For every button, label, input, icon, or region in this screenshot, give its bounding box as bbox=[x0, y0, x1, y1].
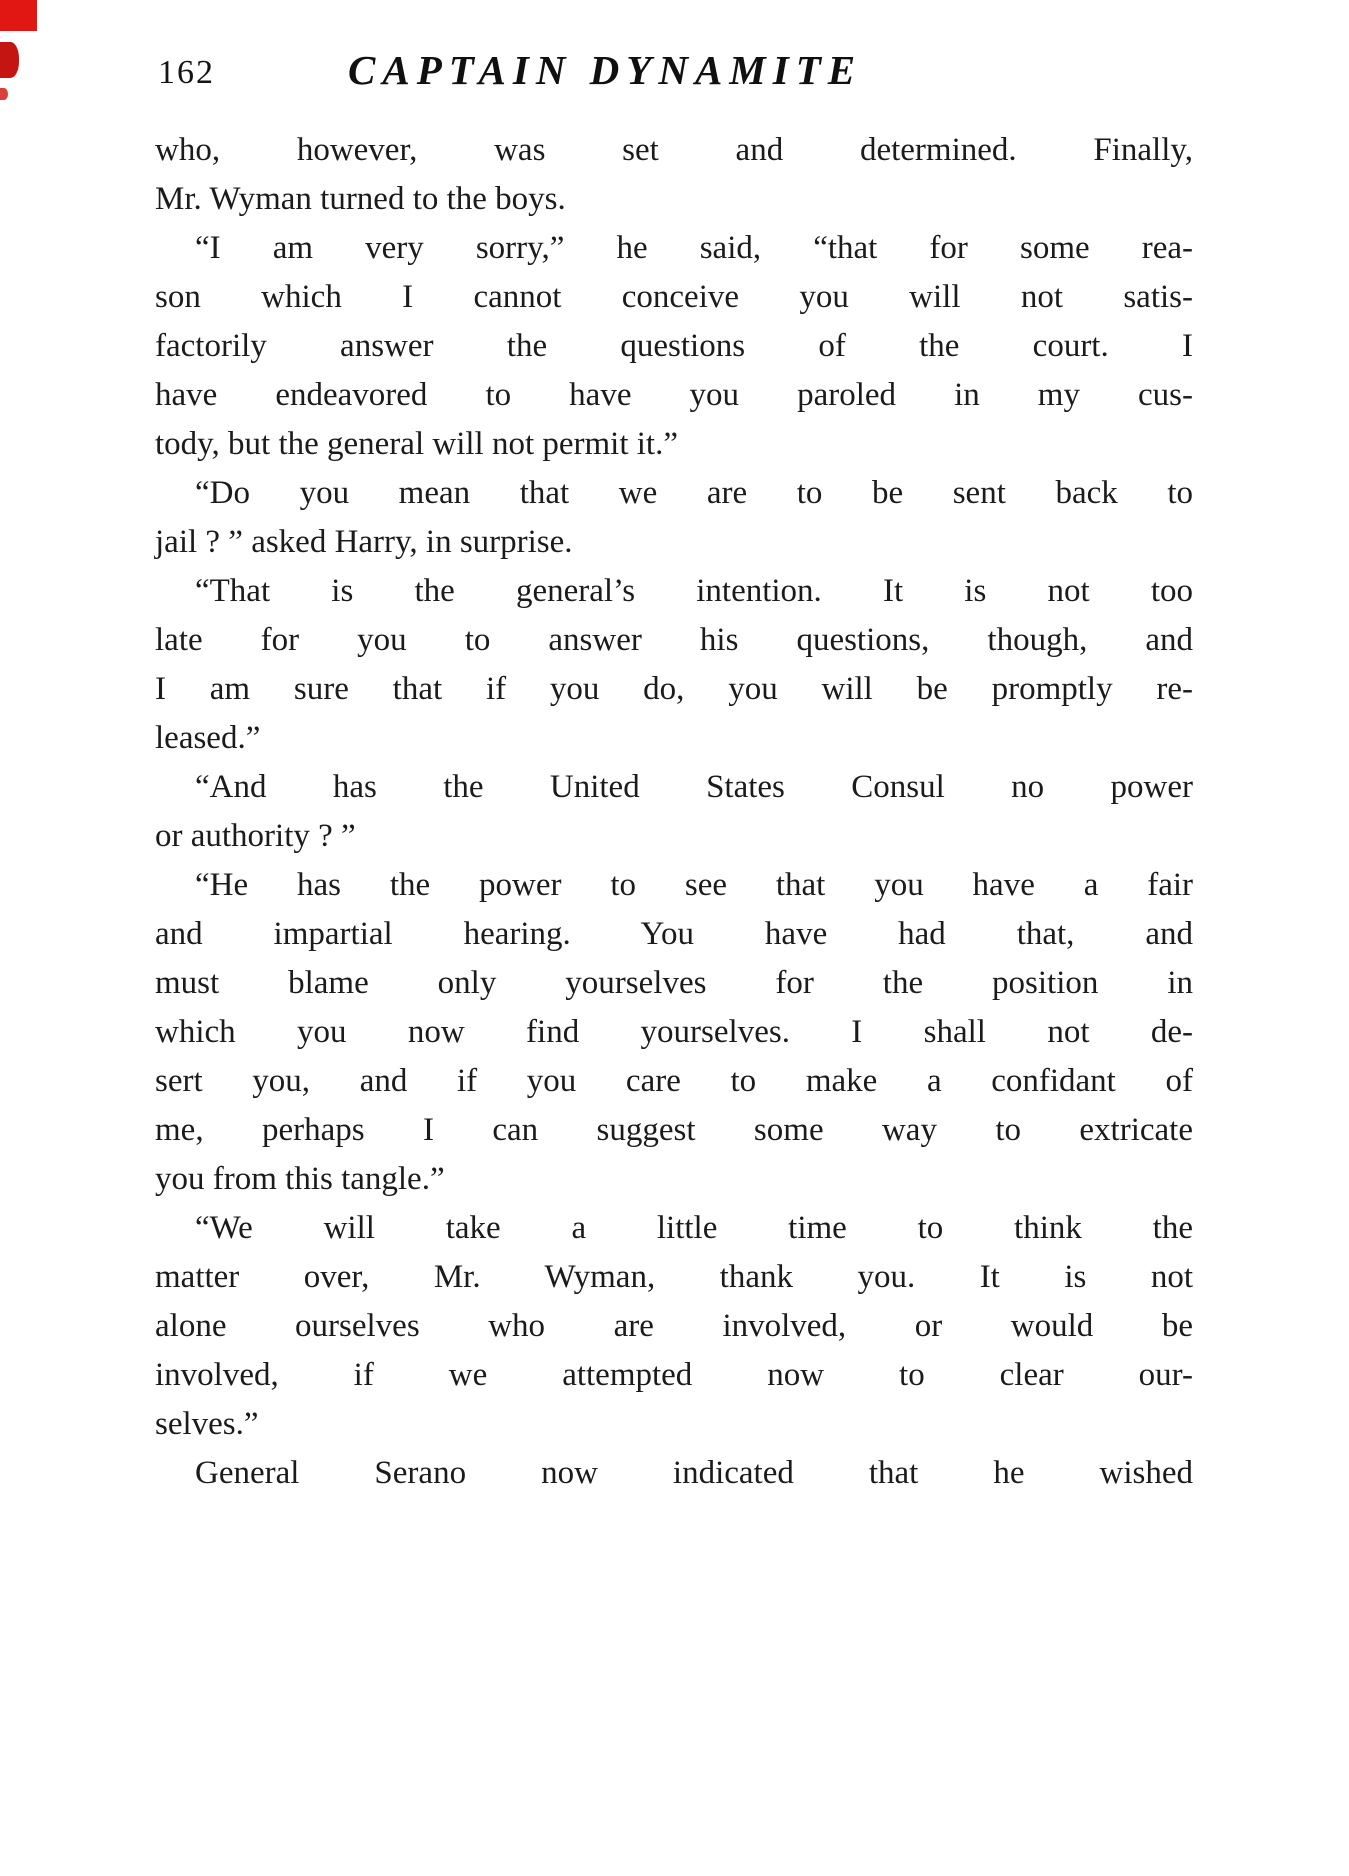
page-number: 162 bbox=[158, 54, 215, 91]
text-line: “And has the United States Consul no power bbox=[195, 769, 1193, 805]
text-line: sert you, and if you care to make a confidant of bbox=[155, 1063, 1193, 1099]
text-line: I am sure that if you do, you will be promptly re- bbox=[155, 671, 1193, 707]
page-body bbox=[155, 126, 1193, 1498]
page-title: CAPTAIN DYNAMITE bbox=[348, 47, 863, 93]
paragraph bbox=[155, 567, 1193, 763]
text-line: leased.” bbox=[155, 720, 261, 756]
paragraph bbox=[155, 126, 1193, 224]
text-line: me, perhaps I can suggest some way to extricate bbox=[155, 1112, 1193, 1148]
text-line: “That is the general’s intention. It is not too bbox=[195, 573, 1193, 609]
text-line: Mr. Wyman turned to the boys. bbox=[155, 181, 566, 217]
text-line: “I am very sorry,” he said, “that for some rea- bbox=[195, 230, 1193, 266]
page-header bbox=[0, 46, 1349, 106]
text-line: “Do you mean that we are to be sent back to bbox=[195, 475, 1193, 511]
text-line: matter over, Mr. Wyman, thank you. It is not bbox=[155, 1259, 1193, 1295]
text-line: have endeavored to have you paroled in my cus- bbox=[155, 377, 1193, 413]
text-line: and impartial hearing. You have had that, and bbox=[155, 916, 1193, 952]
text-line: or authority ? ” bbox=[155, 818, 356, 854]
text-line: involved, if we attempted now to clear our- bbox=[155, 1357, 1193, 1393]
paragraph bbox=[155, 1449, 1193, 1498]
text-line: who, however, was set and determined. Finally, bbox=[155, 132, 1193, 168]
text-line: jail ? ” asked Harry, in surprise. bbox=[155, 524, 573, 560]
text-line: late for you to answer his questions, though, and bbox=[155, 622, 1193, 658]
text-line: son which I cannot conceive you will not satis- bbox=[155, 279, 1193, 315]
paragraph bbox=[155, 224, 1193, 469]
paragraph bbox=[155, 861, 1193, 1204]
text-line: you from this tangle.” bbox=[155, 1161, 445, 1197]
text-line: factorily answer the questions of the court. I bbox=[155, 328, 1193, 364]
text-line: which you now find yourselves. I shall not de- bbox=[155, 1014, 1193, 1050]
text-line: alone ourselves who are involved, or would be bbox=[155, 1308, 1193, 1344]
text-line: must blame only yourselves for the position in bbox=[155, 965, 1193, 1001]
text-line: tody, but the general will not permit it.” bbox=[155, 426, 678, 462]
paragraph bbox=[155, 469, 1193, 567]
red-ink-scan-artifact bbox=[0, 0, 37, 31]
paragraph bbox=[155, 1204, 1193, 1449]
text-line: General Serano now indicated that he wished bbox=[195, 1455, 1193, 1491]
text-line: “We will take a little time to think the bbox=[195, 1210, 1193, 1246]
paragraph bbox=[155, 763, 1193, 861]
text-line: selves.” bbox=[155, 1406, 259, 1442]
text-line: “He has the power to see that you have a fair bbox=[195, 867, 1193, 903]
